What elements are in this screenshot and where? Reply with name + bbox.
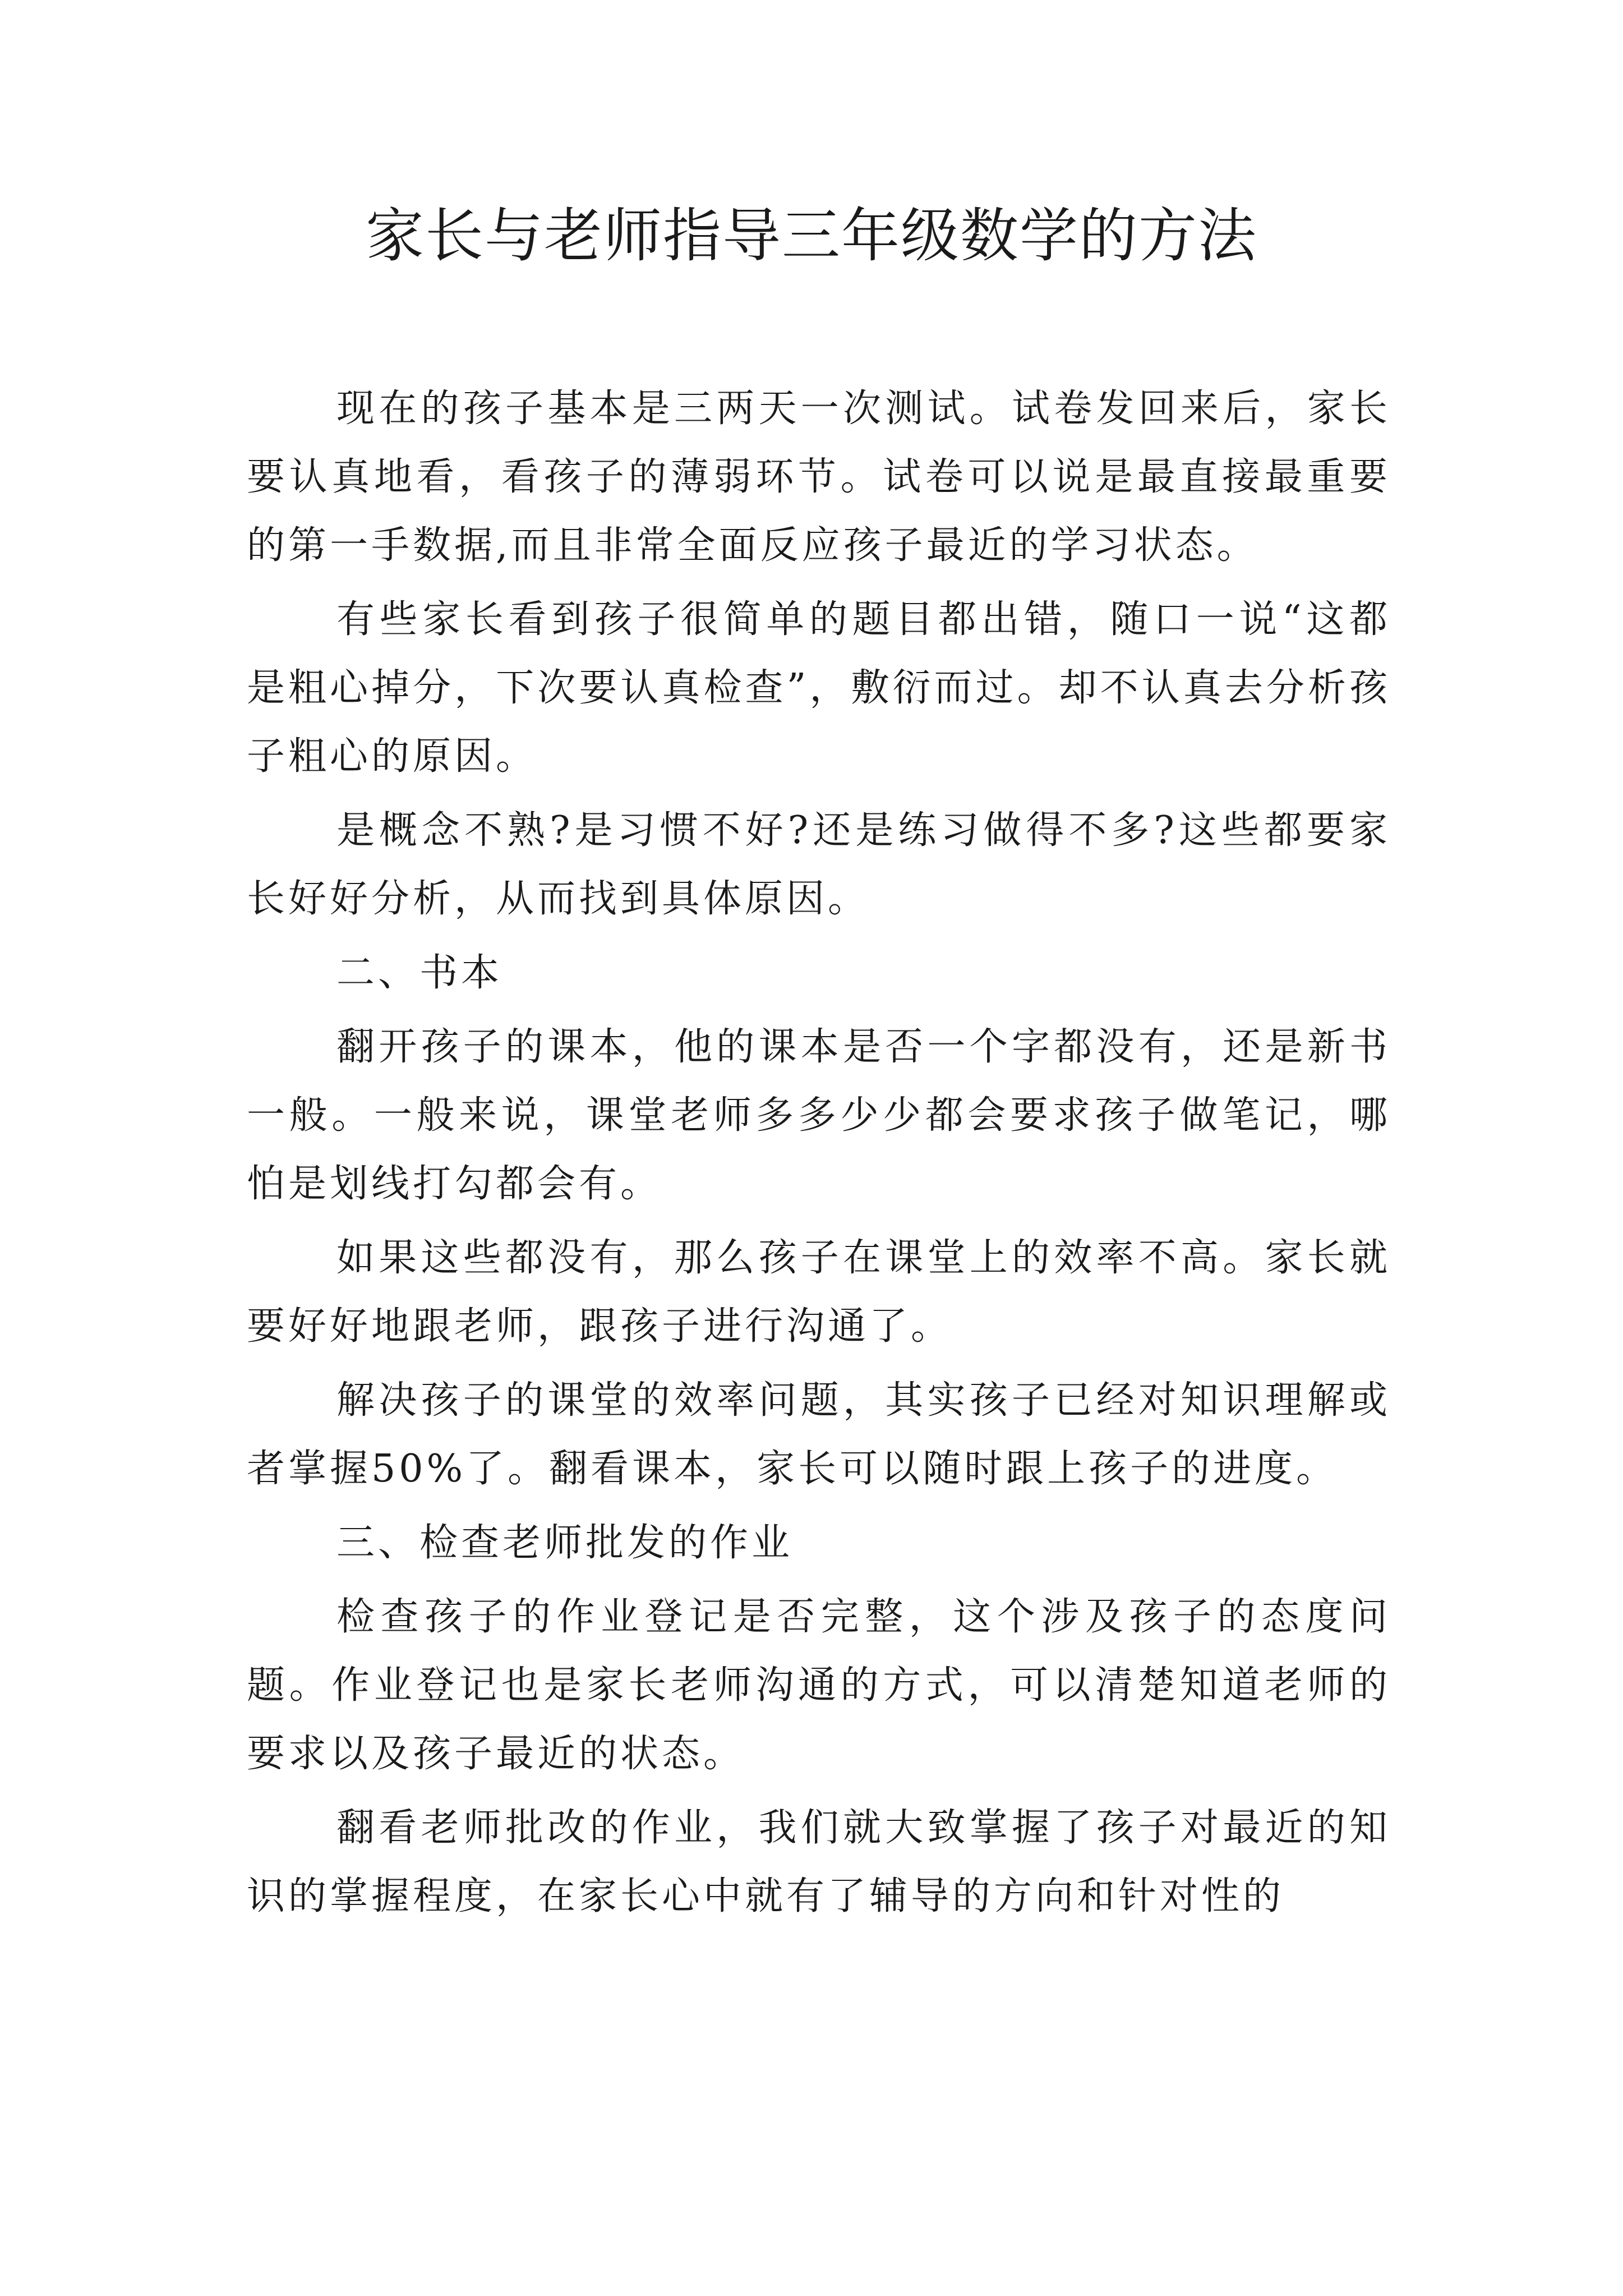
section-heading-textbook: 二、书本 <box>336 951 503 995</box>
paragraph-communicate: 如果这些都没有，那么孩子在课堂上的效率不高。家长就要好好地跟老师，跟孩子进行沟通了。 <box>247 1236 1391 1349</box>
paragraph-test-papers: 现在的孩子基本是三两天一次测试。试卷发回来后，家长要认真地看，看孩子的薄弱环节。试卷可以说是最直接最重要的第一手数据,而且非常全面反应孩子最近的学习状态。 <box>247 386 1391 568</box>
paragraph-homework-log: 检查孩子的作业登记是否完整，这个涉及孩子的态度问题。作业登记也是家长老师沟通的方式，可以清楚知道老师的要求以及孩子最近的状态。 <box>247 1595 1391 1776</box>
document-body <box>247 375 1391 1936</box>
document-title: 家长与老师指导三年级数学的方法 <box>365 201 1257 270</box>
section-heading-homework: 三、检查老师批发的作业 <box>336 1521 794 1565</box>
paragraph-careless-mistakes: 有些家长看到孩子很简单的题目都出错，随口一说“这都是粗心掉分，下次要认真检查”，敷衍而过。却不认真去分析孩子粗心的原因。 <box>247 597 1391 779</box>
paragraph-graded-homework: 翻看老师批改的作业，我们就大致掌握了孩子对最近的知识的掌握程度，在家长心中就有了辅导的方向和针对性的 <box>247 1806 1391 1918</box>
paragraph-check-textbook: 翻开孩子的课本，他的课本是否一个字都没有，还是新书一般。一般来说，课堂老师多多少少都会要求孩子做笔记，哪怕是划线打勾都会有。 <box>247 1025 1391 1206</box>
paragraph-analyze-causes: 是概念不熟?是习惯不好?还是练习做得不多?这些都要家长好好分析，从而找到具体原因。 <box>247 808 1391 921</box>
paragraph-classroom-efficiency: 解决孩子的课堂的效率问题，其实孩子已经对知识理解或者掌握50%了。翻看课本，家长可以随时跟上孩子的进度。 <box>247 1378 1391 1491</box>
